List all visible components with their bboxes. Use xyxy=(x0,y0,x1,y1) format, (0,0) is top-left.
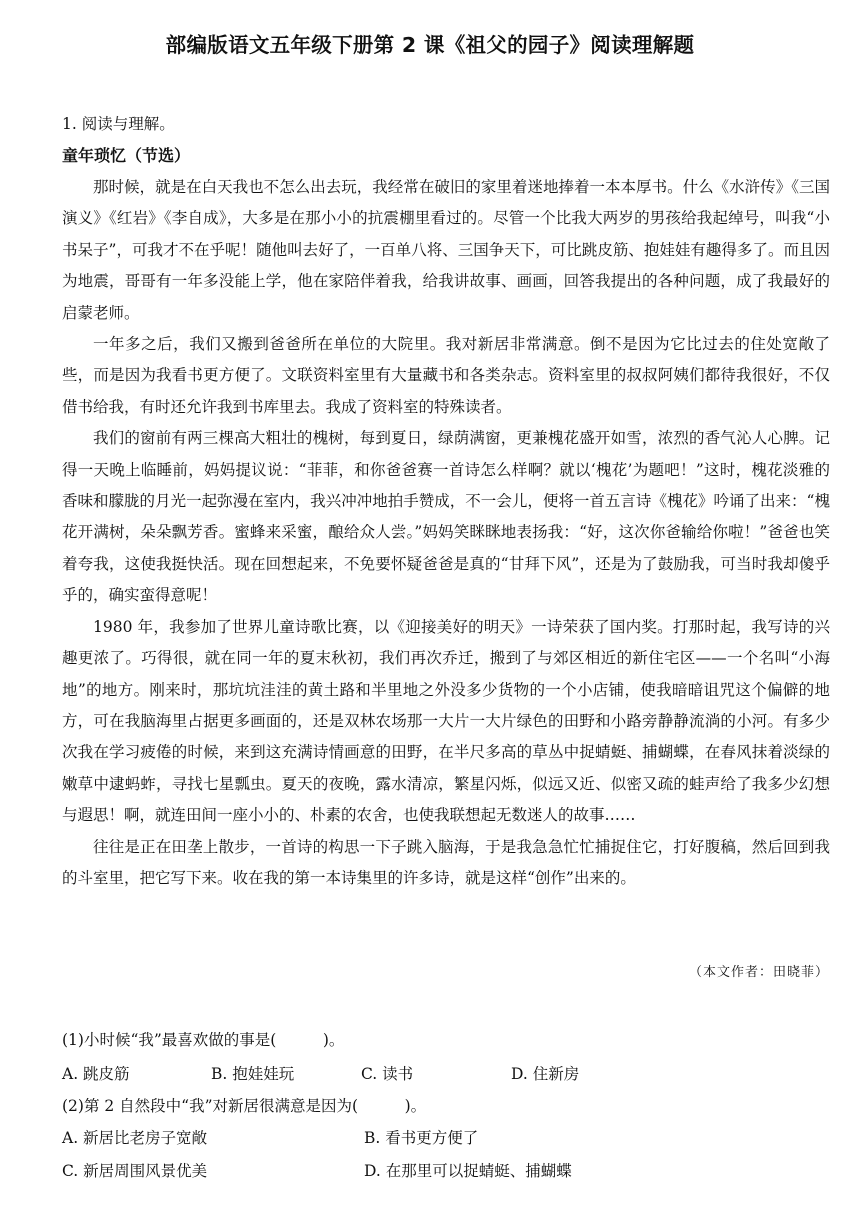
answer-option: B. 抱娃娃玩 xyxy=(211,1065,295,1083)
passage-paragraph: 我们的窗前有两三棵高大粗壮的槐树，每到夏日，绿荫满窗，更兼槐花盛开如雪，浓烈的香气沁人心脾。记得一天晚上临睡前，妈妈提议说：“菲菲，和你爸爸赛一首诗怎么样啊？就以‘槐花’为题吧！”这时，槐花淡雅的香味和朦胧的月光一起弥漫在室内，我兴冲冲地拍手赞成，不一会儿，便将一首五言诗《槐花》吟诵了出来：“槐花开满树，朵朵飘芳香。蜜蜂来采蜜，酿给众人尝。”妈妈笑眯眯地表扬我：“好，这次你爸输给你啦！”爸爸也笑着夸我，这使我挺快活。现在回想起来，不免要怀疑爸爸是真的“甘拜下风”，还是为了鼓励我，可当时我却傻乎乎的，确实蛮得意呢！ xyxy=(62,429,830,605)
passage-paragraph: 那时候，就是在白天我也不怎么出去玩，我经常在破旧的家里着迷地捧着一本本厚书。什么《水浒传》《三国演义》《红岩》《李自成》，大多是在那小小的抗震棚里看过的。尽管一个比我大两岁的男孩给我起绰号，叫我“小书呆子”，可我才不在乎呢！随他叫去好了，一百单八将、三国争天下，可比跳皮筋、抱娃娃有趣得多了。而且因为地震，哥哥有一年多没能上学，他在家陪伴着我，给我讲故事、画画，回答我提出的各种问题，成了我最好的启蒙老师。 xyxy=(62,178,830,322)
passage-paragraph: 1980 年，我参加了世界儿童诗歌比赛，以《迎接美好的明天》一诗荣获了国内奖。打那时起，我写诗的兴趣更浓了。巧得很，就在同一年的夏末秋初，我们再次乔迁，搬到了与郊区相近的新住宅区——一个名叫“小海地”的地方。刚来时，那坑坑洼洼的黄土路和半里地之外没多少货物的一个小店铺，使我暗暗诅咒这个偏僻的地方，可在我脑海里占据更多画面的，还是双林农场那一大片一大片绿色的田野和小路旁静静流淌的小河。有多少次我在学习疲倦的时候，来到这充满诗情画意的田野，在半尺多高的草丛中捉蜻蜓、捕蝴蝶，在春风抹着淡绿的嫩草中逮蚂蚱，寻找七星瓢虫。夏天的夜晚，露水清凉，繁星闪烁，似远又近、似密又疏的蛙声给了我多少幻想与遐思！啊，就连田间一座小小的、朴素的农舍，也使我联想起无数迷人的故事…… xyxy=(62,617,830,825)
passage-paragraph: 往往是正在田垄上散步，一首诗的构思一下子跳入脑海，于是我急急忙忙捕捉住它，打好腹稿，然后回到我的斗室里，把它写下来。收在我的第一本诗集里的许多诗，就是这样“创作”出来的。 xyxy=(62,837,830,887)
answer-option: A. 新居比老房子宽敞 xyxy=(62,1129,208,1147)
answer-option: D. 住新房 xyxy=(511,1065,580,1083)
answer-option: C. 读书 xyxy=(361,1065,414,1083)
author-credit: （本文作者：田晓菲） xyxy=(688,965,829,980)
answer-option: A. 跳皮筋 xyxy=(62,1065,130,1083)
passage-paragraph: 一年多之后，我们又搬到爸爸所在单位的大院里。我对新居非常满意。倒不是因为它比过去的住处宽敞了些，而是因为我看书更方便了。文联资料室里有大量藏书和各类杂志。资料室里的叔叔阿姨们都待我很好，不仅借书给我，有时还允许我到书库里去。我成了资料室的特殊读者。 xyxy=(62,335,830,416)
question-1-label: 1. 阅读与理解。 xyxy=(62,115,175,133)
reading-passage xyxy=(62,172,830,894)
passage-title: 童年琐忆（节选） xyxy=(62,146,191,165)
question-stem: (2)第 2 自然段中“我”对新居很满意是因为( )。 xyxy=(62,1097,427,1115)
answer-option: D. 在那里可以捉蜻蜓、捕蝴蝶 xyxy=(364,1162,572,1180)
answer-option: B. 看书更方便了 xyxy=(364,1129,479,1147)
answer-option: C. 新居周围风景优美 xyxy=(62,1162,208,1180)
page-title: 部编版语文五年级下册第 2 课《祖父的园子》阅读理解题 xyxy=(165,33,695,57)
question-stem: (1)小时候“我”最喜欢做的事是( )。 xyxy=(62,1031,345,1049)
